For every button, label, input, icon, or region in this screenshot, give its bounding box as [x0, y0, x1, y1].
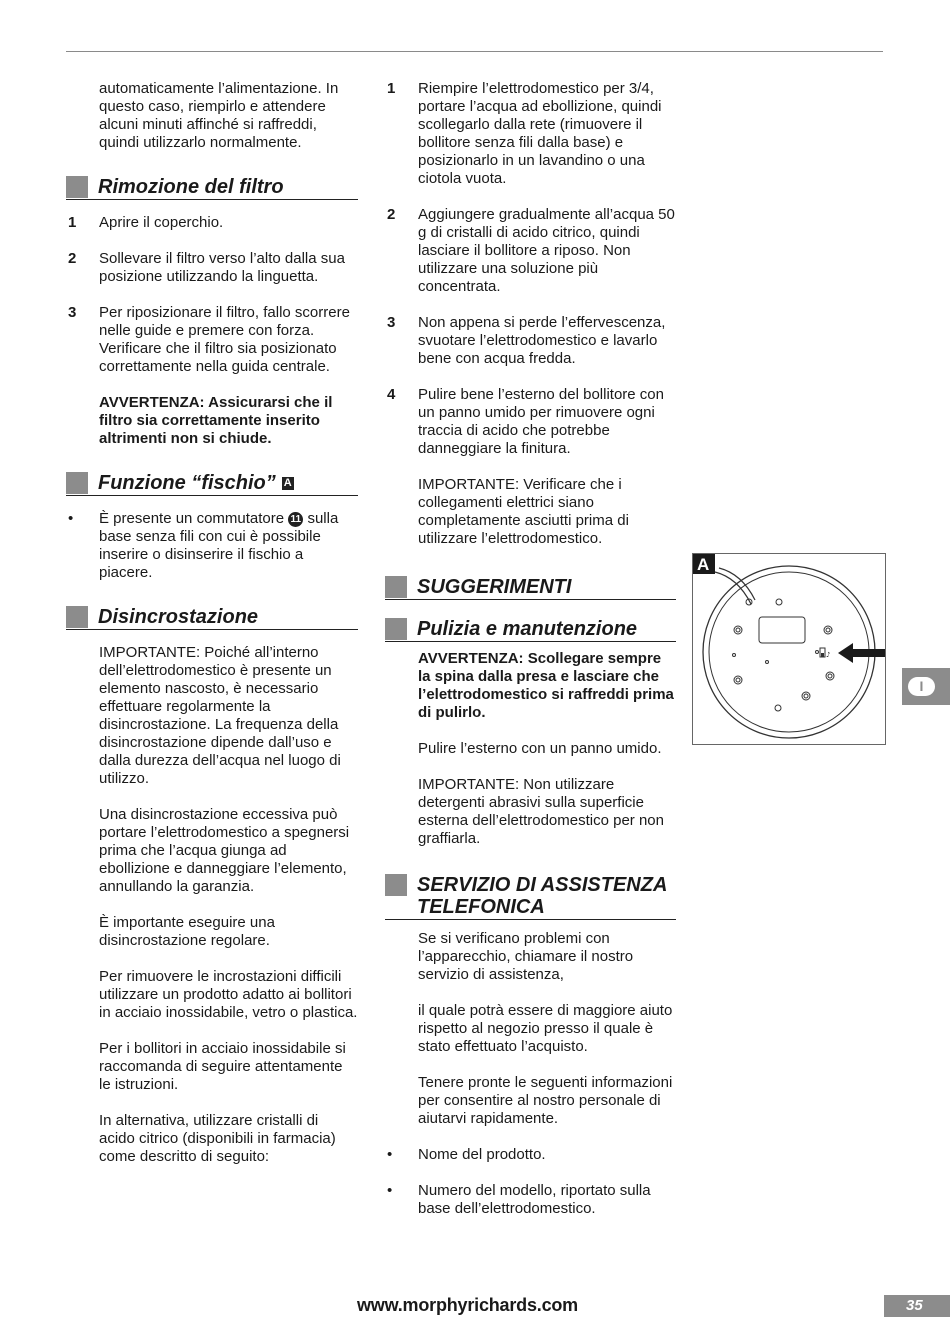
- descaling-paragraph: In alternativa, utilizzare cristalli di acido citrico (disponibili in farmacia) come descritto di seguito:: [99, 1112, 336, 1165]
- descaling-paragraph: Per rimuovere le incrostazioni difficili utilizzare un prodotto adatto ai bollitori in acciaio inossidabile, vetro o plastica.: [99, 968, 358, 1021]
- heading-text: SUGGERIMENTI: [417, 576, 572, 598]
- service-bullet-item: [385, 1182, 676, 1218]
- whistle-switch-knob: [821, 653, 824, 657]
- figure-ref-badge: A: [282, 477, 294, 490]
- bullet-text: Nome del prodotto.: [418, 1146, 546, 1163]
- heading-marker-icon: [66, 472, 88, 494]
- step-text: Aprire il coperchio.: [99, 214, 224, 231]
- cleaning-paragraph: Pulire l’esterno con un panno umido.: [418, 740, 662, 757]
- step-text: Sollevare il filtro verso l’alto dalla sua posizione utilizzando la linguetta.: [99, 250, 345, 285]
- section-heading-cleaning: [385, 618, 676, 642]
- heading-text: [417, 874, 667, 918]
- descaling-paragraph: Una disincrostazione eccessiva può portare l’elettrodomestico a spegnersi prima che l’acqua giunga ad ebollizione e danneggiare l’elemento, annullando la garanzia.: [99, 806, 350, 895]
- filter-warning: AVVERTENZA: Assicurarsi che il filtro sia correttamente inserito altrimenti non si chiude.: [99, 394, 333, 447]
- left-column: [66, 80, 358, 1184]
- section-heading-tips: [385, 576, 676, 600]
- whistle-bullet-item: [66, 510, 358, 582]
- language-tab: [902, 668, 950, 705]
- foot-circle: [734, 676, 742, 684]
- section-heading-filter: [66, 176, 358, 200]
- bullet-icon: •: [387, 1146, 393, 1163]
- step-number: 2: [68, 250, 77, 267]
- foot-circle: [734, 626, 742, 634]
- step-number: 1: [68, 214, 77, 231]
- music-note-icon: ♪: [826, 651, 831, 659]
- page-number: 35: [884, 1295, 950, 1317]
- descaling-step: [385, 80, 676, 188]
- foot-circle: [804, 694, 808, 698]
- foot-circle: [826, 672, 834, 680]
- foot-circle: [776, 599, 782, 605]
- bullet-text: sulla base senza fili con cui è possibile inserire o disinserire il fischio a piacere.: [99, 510, 339, 581]
- filter-step: [66, 304, 358, 376]
- right-column: [385, 80, 676, 1236]
- heading-text: [98, 472, 294, 494]
- vent-dot: [733, 654, 736, 657]
- foot-circle: [826, 628, 830, 632]
- heading-marker-icon: [66, 176, 88, 198]
- heading-text: Pulizia e manutenzione: [417, 618, 638, 640]
- language-tab-label: I: [908, 677, 935, 696]
- header-rule: [66, 51, 883, 52]
- foot-circle: [828, 674, 832, 678]
- heading-text: Rimozione del filtro: [98, 176, 284, 198]
- cleaning-warning: AVVERTENZA: Scollegare sempre la spina dalla presa e lasciare che l’elettrodomestico si raffreddi prima di pulirlo.: [418, 650, 674, 721]
- descaling-paragraph: Per i bollitori in acciaio inossidabile si raccomanda di seguire attentamente le istruzioni.: [99, 1040, 346, 1093]
- rating-label-plate: [759, 617, 805, 643]
- heading-marker-icon: [385, 576, 407, 598]
- foot-circle: [775, 705, 781, 711]
- foot-circle: [736, 678, 740, 682]
- service-paragraph: il quale potrà essere di maggiore aiuto rispetto al negozio presso il quale è stato effettuato l’acquisto.: [418, 1002, 673, 1055]
- section-heading-descaling: [66, 606, 358, 630]
- heading-line: TELEFONICA: [417, 896, 545, 918]
- figure-kettle-base: [692, 553, 886, 745]
- descaling-step: [385, 386, 676, 458]
- service-bullet-item: [385, 1146, 676, 1164]
- step-text: Per riposizionare il filtro, fallo scorrere nelle guide e premere con forza. Verificare che il filtro sia posizionato correttamente nella guida centrale.: [99, 304, 350, 375]
- descaling-step: [385, 314, 676, 368]
- bullet-icon: •: [387, 1182, 393, 1199]
- service-paragraph: Se si verificano problemi con l’apparecchio, chiamare il nostro servizio di assistenza,: [418, 930, 634, 983]
- heading-marker-icon: [385, 618, 407, 640]
- filter-step: [66, 214, 358, 232]
- descaling-paragraph: IMPORTANTE: Poiché all’interno dell’elettrodomestico è presente un elemento nascosto, è necessario effettuare regolarmente la disincrostazione. La frequenza della disincrostazione dipende dall’uso e dalla durezza dell’acqua nel luogo di utilizzo.: [99, 644, 341, 787]
- bullet-icon: •: [68, 510, 74, 527]
- descaling-step: [385, 206, 676, 296]
- heading-marker-icon: [66, 606, 88, 628]
- section-heading-whistle: [66, 472, 358, 496]
- heading-line: SERVIZIO DI ASSISTENZA: [417, 874, 668, 896]
- bullet-text: È presente un commutatore: [99, 510, 285, 527]
- filter-step: [66, 250, 358, 286]
- foot-circle: [802, 692, 810, 700]
- step-number: 4: [387, 386, 396, 403]
- step-number: 2: [387, 206, 396, 223]
- heading-text: Disincrostazione: [98, 606, 259, 628]
- switch-reference-icon: 11: [288, 512, 303, 527]
- footer-website: www.morphyrichards.com: [357, 1295, 578, 1315]
- heading-title: Funzione “fischio”: [98, 472, 276, 494]
- heading-marker-icon: [385, 874, 407, 896]
- foot-circle: [824, 626, 832, 634]
- important-paragraph: IMPORTANTE: Verificare che i collegamenti elettrici siano completamente asciutti prima di utilizzare l’elettrodomestico.: [418, 476, 629, 547]
- intro-paragraph: automaticamente l’alimentazione. In questo caso, riempirlo e attendere alcuni minuti affinché si raffreddi, quindi utilizzarlo normalmente.: [99, 80, 339, 151]
- vent-dot: [766, 661, 769, 664]
- figure-label: A: [697, 555, 710, 574]
- step-number: 3: [387, 314, 396, 331]
- step-number: 3: [68, 304, 77, 321]
- pointer-arrow-icon: [838, 643, 885, 663]
- step-text: Non appena si perde l’effervescenza, svuotare l’elettrodomestico e lavarlo bene con acqua fredda.: [418, 314, 666, 367]
- step-text: Pulire bene l’esterno del bollitore con un panno umido per rimuovere ogni traccia di acido che potrebbe danneggiare la finitura.: [418, 386, 664, 457]
- kettle-base-illustration: [693, 554, 885, 744]
- descaling-paragraph: È importante eseguire una disincrostazione regolare.: [99, 914, 275, 949]
- vent-dot: [816, 651, 819, 654]
- section-heading-service: [385, 874, 676, 920]
- foot-circle: [736, 628, 740, 632]
- bullet-text: Numero del modello, riportato sulla base dell’elettrodomestico.: [418, 1182, 651, 1217]
- step-text: Riempire l’elettrodomestico per 3/4, portare l’acqua ad ebollizione, quindi scollegarlo dalla rete (rimuovere il bollitore senza fili dalla base) e posizionarlo in un lavandino o una ciotola vuota.: [418, 80, 662, 187]
- cleaning-paragraph: IMPORTANTE: Non utilizzare detergenti abrasivi sulla superficie esterna dell’elettrodomestico per non graffiarla.: [418, 776, 664, 847]
- step-number: 1: [387, 80, 396, 97]
- service-paragraph: Tenere pronte le seguenti informazioni per consentire al nostro personale di aiutarvi rapidamente.: [418, 1074, 673, 1127]
- step-text: Aggiungere gradualmente all’acqua 50 g di cristalli di acido citrico, quindi lasciare il bollitore a riposo. Non utilizzare una soluzione più concentrata.: [418, 206, 675, 295]
